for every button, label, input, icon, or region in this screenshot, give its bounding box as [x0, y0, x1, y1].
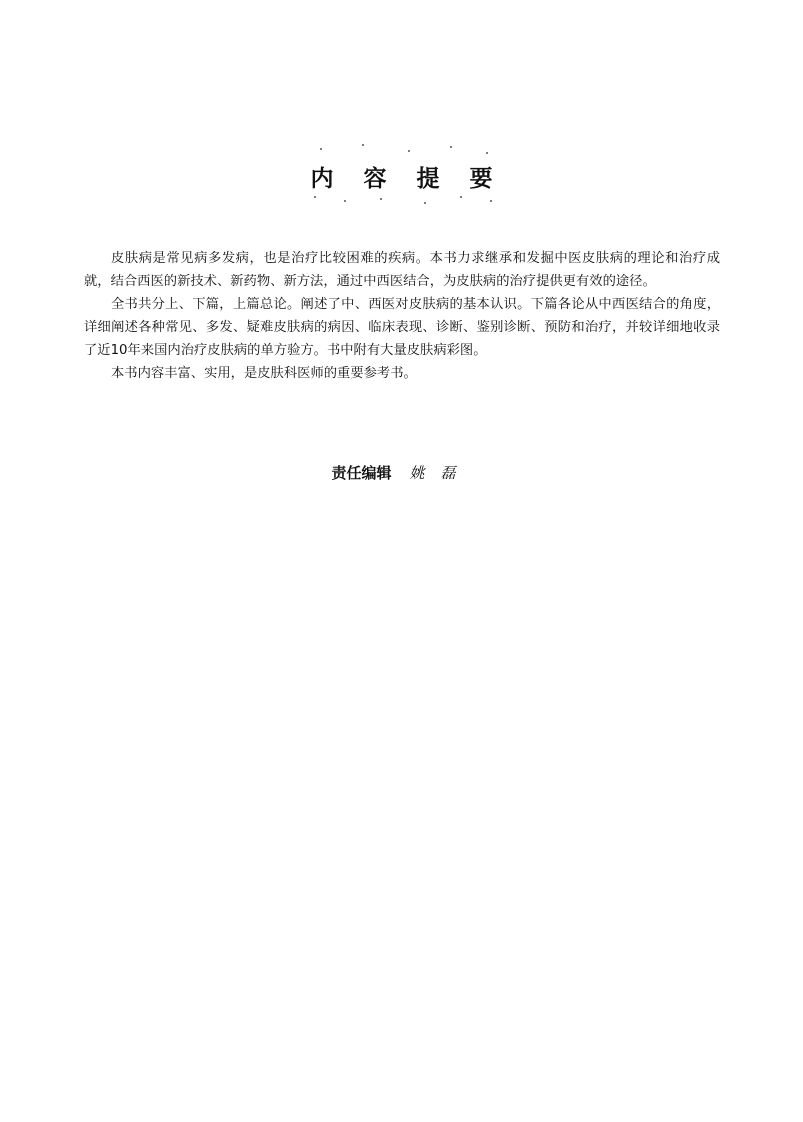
editor-name: 姚磊	[409, 464, 472, 482]
editor-label: 责任编辑	[331, 464, 392, 482]
abstract-paragraph: 全书共分上、下篇，上篇总论。阐述了中、西医对皮肤病的基本认识。下篇各论从中西医结合的角度，详细阐述各种常见、多发、疑难皮肤病的病因、临床表现、诊断、鉴别诊断、预防和治疗，并较详细地收录了近10年来国内治疗皮肤病的单方验方。书中附有大量皮肤病彩图。	[84, 297, 720, 358]
responsible-editor	[0, 462, 803, 483]
abstract-paragraph: 本书内容丰富、实用，是皮肤科医师的重要参考书。	[111, 366, 417, 381]
abstract-body	[84, 247, 720, 385]
page-title: 内容提要	[310, 165, 523, 192]
abstract-paragraph: 皮肤病是常见病多发病，也是治疗比较困难的疾病。本书力求继承和发掘中医皮肤病的理论和治疗成就，结合西医的新技术、新药物、新方法，通过中西医结合，为皮肤病的治疗提供更有效的途径。	[84, 251, 720, 289]
